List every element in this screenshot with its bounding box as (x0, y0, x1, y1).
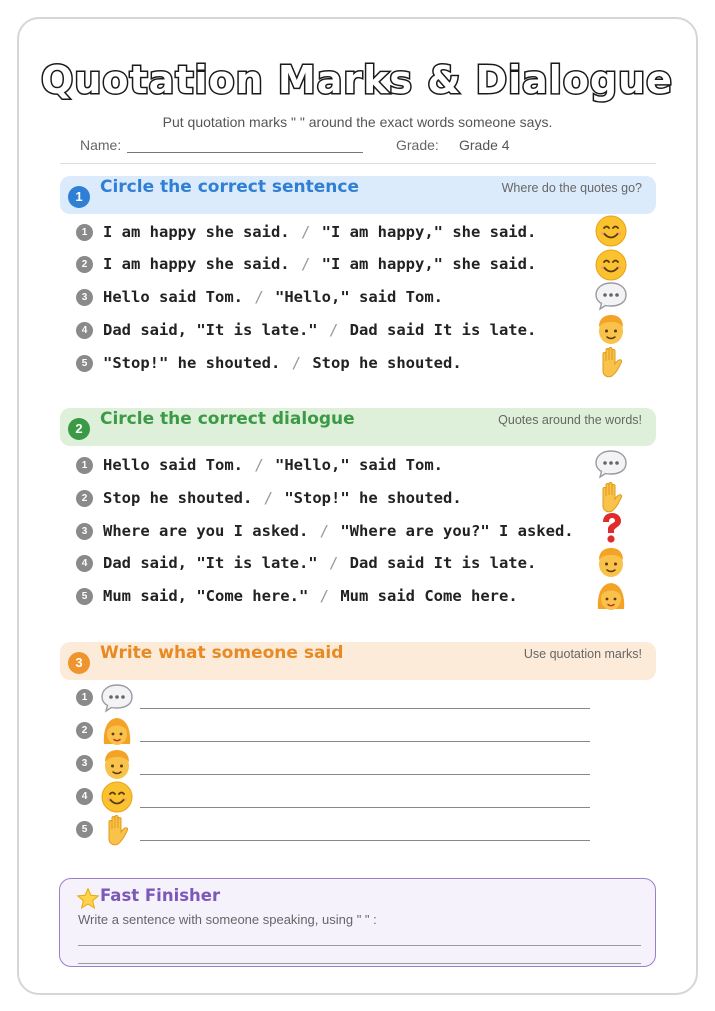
speech-bubble-icon (594, 279, 628, 313)
name-field[interactable] (127, 152, 363, 153)
question-number: 5 (76, 355, 93, 372)
answer-line[interactable] (140, 807, 590, 808)
option-separator: / (263, 489, 273, 507)
name-label: Name: (80, 137, 122, 153)
woman-face-icon (594, 579, 628, 613)
option-b[interactable]: "Hello," said Tom. (275, 288, 443, 306)
question-options (103, 317, 536, 343)
section-hint: Quotes around the words! (498, 413, 642, 427)
speech-bubble-icon (594, 447, 628, 481)
student-info-row (80, 137, 660, 159)
section-hint: Use quotation marks! (523, 647, 642, 661)
question-options (103, 485, 462, 511)
option-a[interactable]: I am happy she said. (103, 223, 290, 241)
section-3-banner (60, 642, 656, 680)
option-separator: / (328, 554, 339, 572)
raised-hand-icon (594, 480, 628, 514)
option-b[interactable]: Dad said It is late. (349, 321, 537, 339)
section-title: Circle the correct sentence (100, 177, 360, 197)
option-separator: / (254, 288, 264, 306)
question-row (76, 316, 636, 344)
option-separator: / (254, 456, 264, 474)
question-number: 4 (76, 322, 93, 339)
option-b[interactable]: Stop he shouted. (312, 354, 462, 372)
question-number: 4 (76, 555, 93, 572)
question-row (76, 484, 636, 512)
option-a[interactable]: Where are you I asked. (103, 522, 309, 540)
option-a[interactable]: Hello said Tom. (103, 288, 243, 306)
option-a[interactable]: Dad said, "It is late." (103, 554, 318, 572)
question-row (76, 349, 636, 377)
question-number: 3 (76, 523, 93, 540)
man-face-icon (100, 747, 134, 781)
answer-line[interactable] (140, 840, 590, 841)
man-face-icon (594, 545, 628, 579)
question-row (76, 283, 636, 311)
option-a[interactable]: Stop he shouted. (103, 489, 253, 507)
grade-value: Grade 4 (459, 137, 510, 153)
question-number: 3 (76, 755, 93, 772)
option-b[interactable]: Mum said Come here. (340, 587, 518, 605)
option-a[interactable]: "Stop!" he shouted. (103, 354, 281, 372)
question-number: 1 (76, 689, 93, 706)
raised-hand-icon (594, 345, 628, 379)
section-title: Circle the correct dialogue (100, 409, 355, 429)
option-b[interactable]: "Hello," said Tom. (275, 456, 443, 474)
option-separator: / (328, 321, 339, 339)
question-row (76, 451, 636, 479)
question-mark-icon (594, 511, 628, 545)
option-separator: / (319, 522, 329, 540)
answer-line[interactable] (140, 741, 590, 742)
question-options (103, 251, 536, 277)
writing-row (76, 815, 596, 847)
question-row (76, 582, 636, 610)
fast-finisher-box (59, 878, 656, 967)
question-number: 3 (76, 289, 93, 306)
option-a[interactable]: Mum said, "Come here." (103, 587, 309, 605)
question-options (103, 583, 518, 609)
smiling-face-icon (594, 248, 628, 282)
page-title (0, 38, 715, 118)
fast-finisher-title: Fast Finisher (100, 886, 221, 905)
option-separator: / (300, 223, 311, 241)
title-text: Quotation Marks & Dialogue (41, 58, 673, 102)
question-options (103, 452, 443, 478)
question-number: 1 (76, 457, 93, 474)
answer-line[interactable] (140, 774, 590, 775)
question-row (76, 218, 636, 246)
question-options (103, 284, 443, 310)
option-b[interactable]: "I am happy," she said. (321, 255, 537, 273)
instructions-text: Put quotation marks " " around the exact words someone says. (162, 114, 553, 130)
smiling-face-icon (100, 780, 134, 814)
option-separator: / (291, 354, 301, 372)
question-number: 1 (76, 224, 93, 241)
star-icon (76, 887, 100, 911)
speech-bubble-icon (100, 681, 134, 715)
option-b[interactable]: "Stop!" he shouted. (284, 489, 462, 507)
answer-line[interactable] (78, 945, 641, 946)
section-title: Write what someone said (100, 643, 344, 663)
grade-label: Grade: (396, 137, 439, 153)
question-number: 2 (76, 256, 93, 273)
header-divider (60, 163, 656, 164)
section-hint: Where do the quotes go? (501, 181, 642, 195)
option-b[interactable]: "Where are you?" I asked. (340, 522, 574, 540)
question-options (103, 518, 574, 544)
writing-row (76, 683, 596, 715)
option-a[interactable]: Dad said, "It is late." (103, 321, 318, 339)
fast-finisher-prompt: Write a sentence with someone speaking, using " " : (78, 912, 377, 927)
answer-line[interactable] (140, 708, 590, 709)
section-1-banner (60, 176, 656, 214)
section-number-badge: 1 (68, 186, 90, 208)
writing-row (76, 749, 596, 781)
section-number-badge: 2 (68, 418, 90, 440)
question-number: 2 (76, 722, 93, 739)
smiling-face-icon (594, 214, 628, 248)
question-row (76, 517, 636, 545)
woman-face-icon (100, 714, 134, 748)
option-separator: / (319, 587, 329, 605)
question-row (76, 549, 636, 577)
question-number: 4 (76, 788, 93, 805)
option-separator: / (300, 255, 311, 273)
section-2-banner (60, 408, 656, 446)
question-number: 5 (76, 588, 93, 605)
option-a[interactable]: Hello said Tom. (103, 456, 243, 474)
writing-row (76, 782, 596, 814)
man-face-icon (594, 312, 628, 346)
raised-hand-icon (100, 813, 134, 847)
option-a[interactable]: I am happy she said. (103, 255, 290, 273)
writing-row (76, 716, 596, 748)
answer-line[interactable] (78, 963, 641, 964)
question-row (76, 250, 636, 278)
question-options (103, 219, 536, 245)
option-b[interactable]: "I am happy," she said. (321, 223, 537, 241)
question-number: 2 (76, 490, 93, 507)
section-number-badge: 3 (68, 652, 90, 674)
option-b[interactable]: Dad said It is late. (349, 554, 537, 572)
question-number: 5 (76, 821, 93, 838)
question-options (103, 550, 536, 576)
question-options (103, 350, 462, 376)
